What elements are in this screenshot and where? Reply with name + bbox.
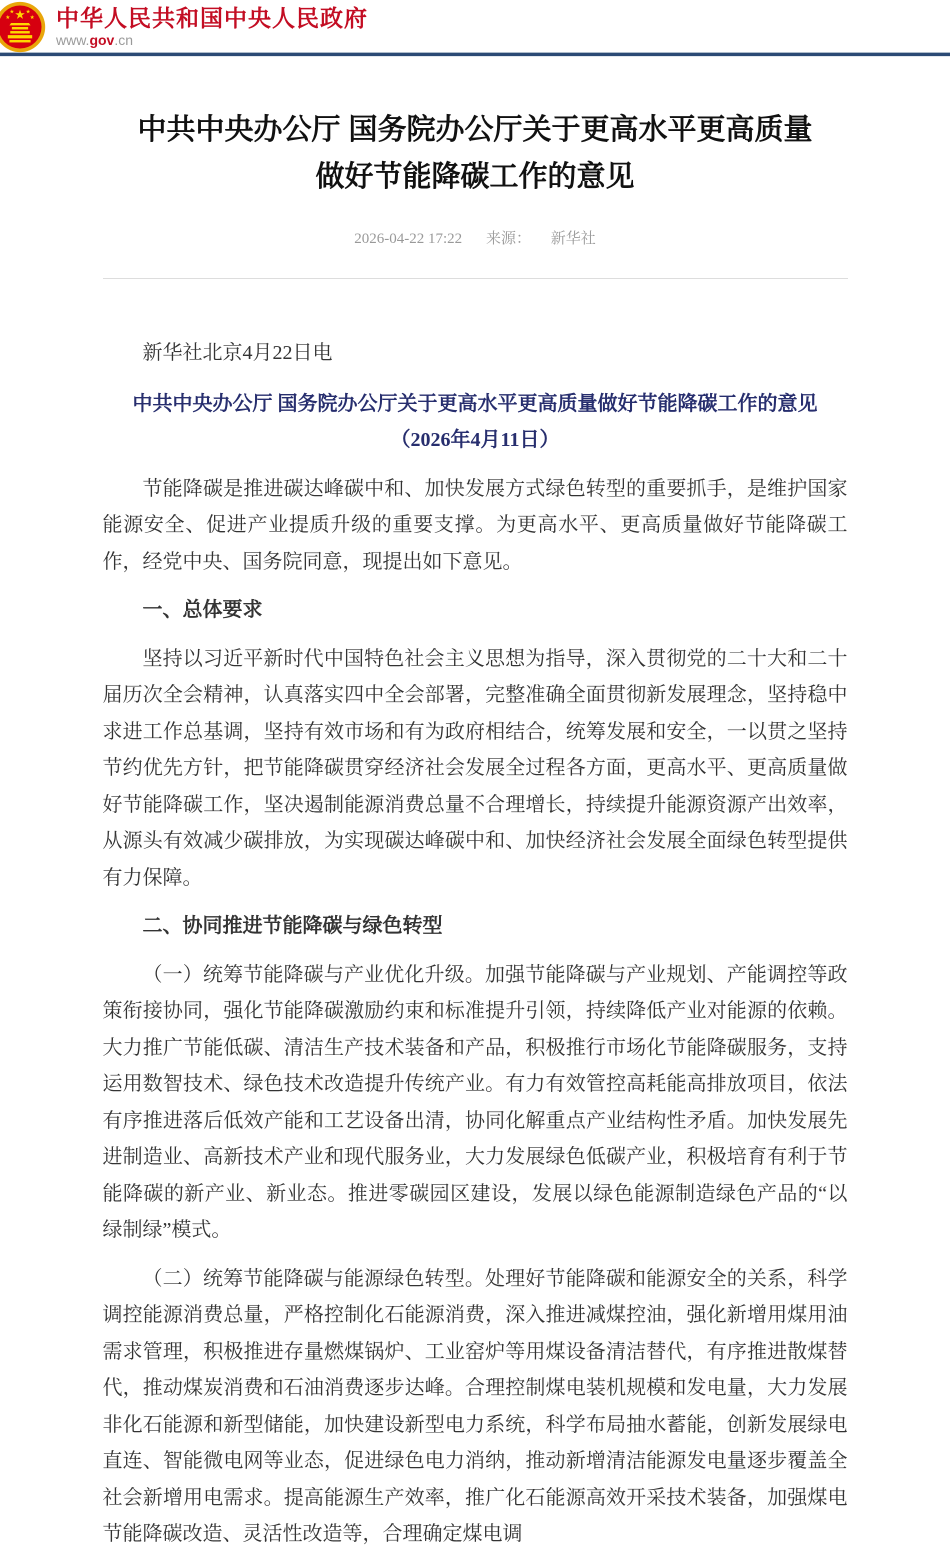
paragraph-section1: 坚持以习近平新时代中国特色社会主义思想为指导，深入贯彻党的二十大和二十届历次全会精神，认真落实四中全会部署，完整准确全面贯彻新发展理念，坚持稳中求进工作总基调，坚持有效市场和有为政府相结合，统筹发展和安全，一以贯之坚持节约优先方针，把节能降碳贯穿经济社会发展全过程各方面，更高水平、更高质量做好节能降碳工作，坚决遏制能源消费总量不合理增长，持续提升能源资源产出效率，从源头有效减少碳排放，为实现碳达峰碳中和、加快经济社会发展全面绿色转型提供有力保障。 [102,647,848,889]
site-url [56,32,368,48]
site-title: 中华人民共和国中央人民政府 [56,4,368,31]
article-page [103,107,848,1553]
section-heading-2: 二、协同推进节能降碳与绿色转型 [142,915,443,937]
publish-datetime: 2026-04-22 17:22 [354,231,463,247]
section-heading-1: 一、总体要求 [142,599,263,621]
site-url-www: www. [56,31,90,48]
article-title: 中共中央办公厅 国务院办公厅关于更高水平更高质量做好节能降碳工作的意见 [137,114,813,193]
site-url-gov: gov [89,31,115,48]
article-body [103,335,848,1553]
document-heading-line1: 中共中央办公厅 国务院办公厅关于更高水平更高质量做好节能降碳工作的意见 [132,392,818,415]
article-meta [103,227,848,248]
paragraph-section2-item1: （一）统筹节能降碳与产业优化升级。加强节能降碳与产业规划、产能调控等政策衔接协同，强化节能降碳激励约束和标准提升引领，持续降低产业对能源的依赖。大力推广节能低碳、清洁生产技术装备和产品，积极推行市场化节能降碳服务，支持运用数智技术、绿色技术改造提升传统产业。有力有效管控高耗能高排放项目，依法有序推进落后低效产能和工艺设备出清，协同化解重点产业结构性矛盾。加快发展先进制造业、高新技术产业和现代服务业，大力发展绿色低碳产业，积极培育有利于节能降碳的新产业、新业态。推进零碳园区建设，发展以绿色能源制造绿色产品的“以绿制绿”模式。 [102,963,848,1241]
site-logo-link[interactable] [0,0,368,53]
site-header [0,0,950,52]
document-heading [103,386,848,459]
paragraph-section2-item2: （二）统筹节能降碳与能源绿色转型。处理好节能降碳和能源安全的关系，科学调控能源消费总量，严格控制化石能源消费，深入推进减煤控油，强化新增用煤用油需求管理，积极推进存量燃煤锅炉、工业窑炉等用煤设备清洁替代，有序推进散煤替代，推动煤炭消费和石油消费逐步达峰。合理控制煤电装机规模和发电量，大力发展非化石能源和新型储能，加快建设新型电力系统，科学布局抽水蓄能，创新发展绿电直连、智能微电网等业态，促进绿色电力消纳，推动新增清洁能源发电量逐步覆盖全社会新增用电需求。提高能源生产效率，推广化石能源高效开采技术装备，加强煤电节能降碳改造、灵活性改造等，合理确定煤电调 [102,1267,848,1545]
national-emblem-icon [0,1,46,53]
document-heading-line2: （2026年4月11日） [390,429,560,451]
source-name: 新华社 [550,231,596,247]
source-label: 来源： [485,231,531,247]
paragraph-dateline: 新华社北京4月22日电 [142,342,333,364]
paragraph-intro: 节能降碳是推进碳达峰碳中和、加快发展方式绿色转型的重要抓手，是维护国家能源安全、促进产业提质升级的重要支撑。为更高水平、更高质量做好节能降碳工作，经党中央、国务院同意，现提出如下意见。 [102,477,848,573]
site-url-cn: .cn [114,31,134,48]
meta-divider [103,278,848,279]
